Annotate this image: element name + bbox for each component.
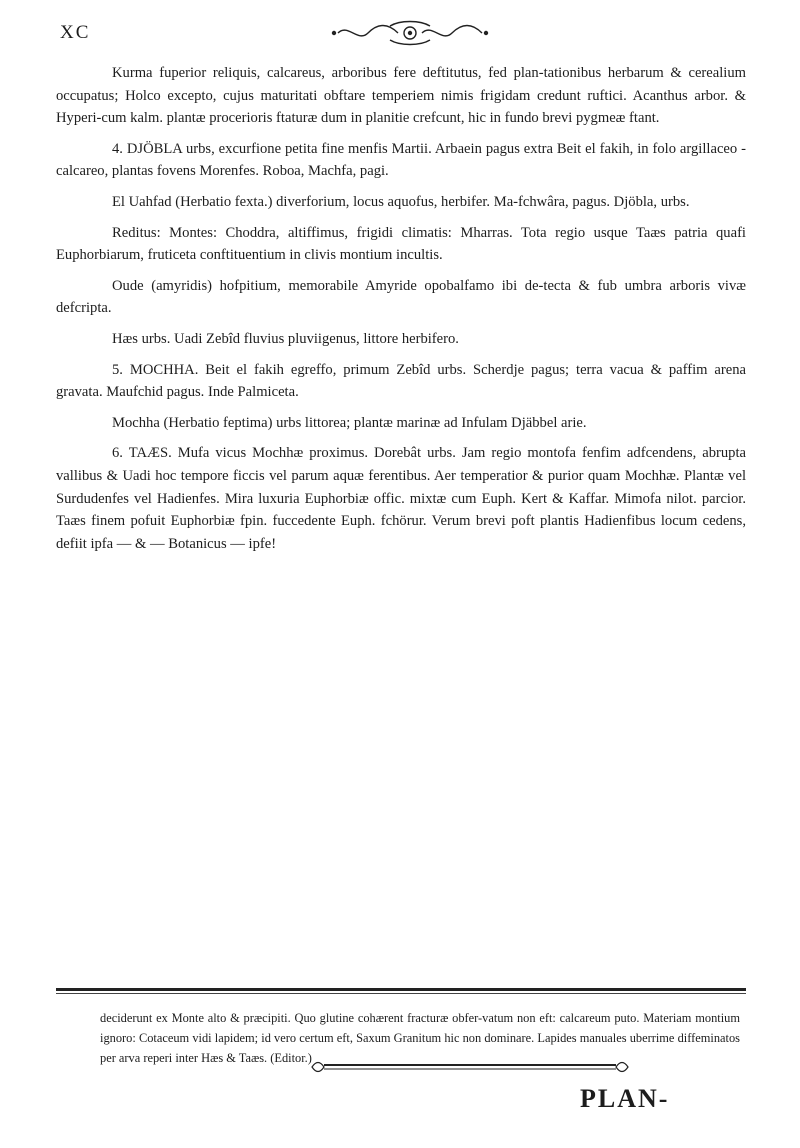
- paragraph-djobla: 4. DJÖBLA urbs, excurfione petita fine menfis Martii. Arbaein pagus extra Beit el fakih, in folo argillaceo - calcareo, plantas fovens Morenfes. Roboa, Machfa, pagi.: [56, 140, 746, 180]
- paragraph-reditus: Reditus: Montes: Choddra, altiffimus, frigidi climatis: Mharras. Tota regio usque Taæs patria quafi Euphorbiarum, fruticeta conftituentium in clivis montium incultis.: [56, 224, 746, 264]
- paragraph-oude: Oude (amyridis) hofpitium, memorabile Amyride opobalfamo ibi de-tecta & fub umbra arboris vivæ defcripta.: [56, 277, 746, 317]
- footnote-rule-thin: [56, 993, 746, 994]
- paragraph-haes: Hæs urbs. Uadi Zebîd fluvius pluviigenus, littore herbifero.: [112, 330, 459, 347]
- paragraph-taes: 6. TAÆS. Mufa vicus Mochhæ proximus. Dorebât urbs. Jam regio montofa fenfim adfcendens, abrupta vallibus & Uadi hoc tempore ficcis vel parum aquæ ferentibus. Aer temperatior & purior quam Mochhæ. Plantæ vel Surdudenfes vel Hadienfes. Mira luxuria Euphorbiæ offic. mixtæ cum Euph. Kert & Kaffar. Mimofa nilot. parcior. Taæs finem pofuit Euphorbiæ fpin. fuccedente Euph. fchörur. Verum brevi poft plantis Hadienfibus locum cedens, defiit ipfa — & — Botanicus — ipfe!: [56, 445, 746, 552]
- paragraph-el-uahfad: El Uahfad (Herbatio fexta.) diverforium, locus aquofus, herbifer. Ma-fchwâra, pagus. Djöbla, urbs.: [112, 193, 690, 210]
- main-text: [56, 62, 746, 563]
- page-number: XC: [60, 22, 91, 43]
- catchword: PLAN-: [580, 1084, 670, 1113]
- paragraph-mochha-herbatio: Mochha (Herbatio feptima) urbs littorea; plantæ marinæ ad Infulam Djäbbel arie.: [112, 414, 587, 431]
- paragraph-mochha: 5. MOCHHA. Beit el fakih egreffo, primum Zebîd urbs. Scherdje pagus; terra vacua & paffim arena gravata. Maufchid pagus. Inde Palmiceta.: [56, 361, 746, 401]
- foot-ornament-icon: [310, 1060, 630, 1074]
- footnote: deciderunt ex Monte alto & præcipiti. Quo glutine cohærent fracturæ obfer-vatum non eft: calcareum puto. Materiam montium ignoro: Cotaceum vidi lapidem; id vero certum eft, Saxum Granitum hic non dominare. Lapides manuales uberrime diffeminatos per arva reperi inter Hæs & Taæs. (Editor.): [100, 1011, 740, 1065]
- footnote-rule: [56, 988, 746, 991]
- head-ornament-icon: [330, 20, 490, 46]
- paragraph-kurma: Kurma fuperior reliquis, calcareus, arboribus fere deftitutus, fed plan-tationibus herbarum & cerealium occupatus; Holco excepto, cujus maturitati obftare temperiem nimis frigidam credunt ruftici. Acanthus arbor. & Hyperi-cum kalm. plantæ procerioris ftaturæ dum in planitie crefcunt, hic in fundo brevi pygmeæ ftant.: [56, 65, 746, 127]
